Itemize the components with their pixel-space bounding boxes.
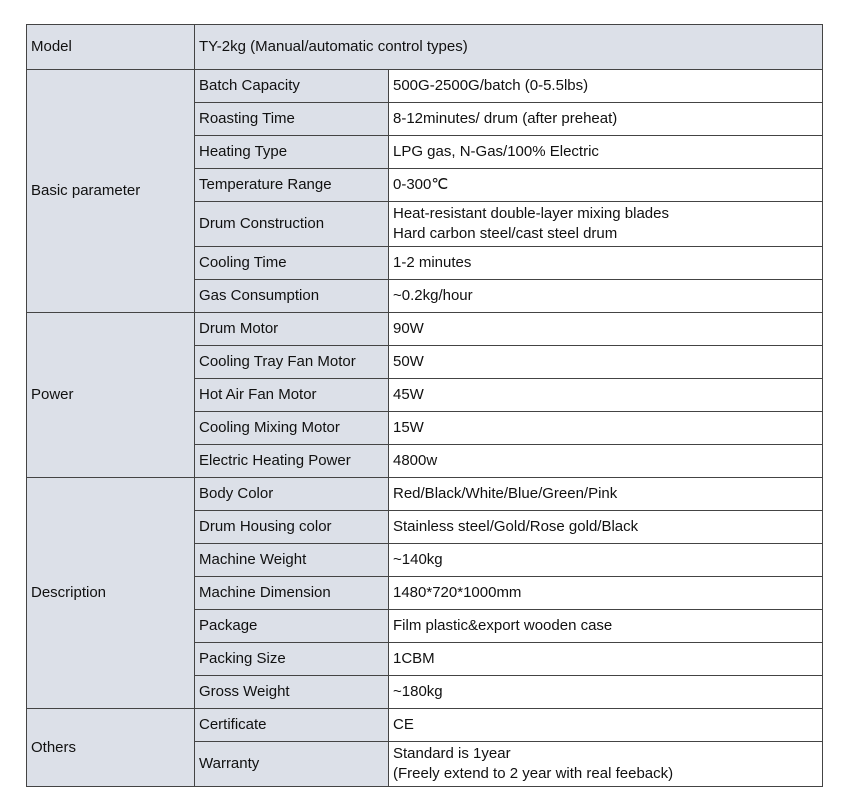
spec-label: Body Color xyxy=(195,478,389,511)
spec-value-line: Stainless steel/Gold/Rose gold/Black xyxy=(393,518,639,535)
spec-value xyxy=(389,511,823,544)
spec-value xyxy=(389,346,823,379)
spec-row-batch-capacity xyxy=(27,70,823,103)
spec-label: Cooling Tray Fan Motor xyxy=(195,346,389,379)
spec-row-body-color xyxy=(27,478,823,511)
spec-value xyxy=(389,379,823,412)
spec-value-line: 50W xyxy=(393,353,424,370)
spec-value-line: 1480*720*1000mm xyxy=(393,584,522,601)
section-power: Power xyxy=(27,313,195,478)
spec-label: Temperature Range xyxy=(195,169,389,202)
section-description: Description xyxy=(27,478,195,709)
spec-label: Gross Weight xyxy=(195,676,389,709)
spec-value-line: 8-12minutes/ drum (after preheat) xyxy=(393,110,618,127)
spec-value xyxy=(389,412,823,445)
spec-row-certificate xyxy=(27,709,823,742)
spec-value-line: 90W xyxy=(393,320,424,337)
spec-label: Batch Capacity xyxy=(195,70,389,103)
spec-value-line: Hard carbon steel/cast steel drum xyxy=(393,225,618,242)
spec-label: Machine Weight xyxy=(195,544,389,577)
spec-value-line: 15W xyxy=(393,419,424,436)
spec-value-line: Red/Black/White/Blue/Green/Pink xyxy=(393,485,618,502)
spec-value-line: CE xyxy=(393,716,414,733)
spec-label: Warranty xyxy=(195,742,389,787)
spec-value-line: ~140kg xyxy=(393,551,443,568)
spec-value-line: 1CBM xyxy=(393,650,435,667)
spec-value-line: ~180kg xyxy=(393,683,443,700)
spec-value xyxy=(389,70,823,103)
spec-value xyxy=(389,445,823,478)
spec-value-line: 500G-2500G/batch (0-5.5lbs) xyxy=(393,77,589,94)
section-others: Others xyxy=(27,709,195,787)
spec-value xyxy=(389,202,823,247)
spec-label: Packing Size xyxy=(195,643,389,676)
spec-value xyxy=(389,676,823,709)
spec-value-line: 4800w xyxy=(393,452,438,469)
spec-label: Package xyxy=(195,610,389,643)
spec-value-line: 0-300℃ xyxy=(393,176,449,193)
spec-table xyxy=(26,24,823,787)
spec-value-line: LPG gas, N-Gas/100% Electric xyxy=(393,143,599,160)
model-value: TY-2kg (Manual/automatic control types) xyxy=(195,25,823,70)
spec-value xyxy=(389,610,823,643)
spec-value xyxy=(389,478,823,511)
spec-label: Certificate xyxy=(195,709,389,742)
spec-value xyxy=(389,280,823,313)
spec-value-line: Standard is 1year xyxy=(393,745,511,762)
spec-label: Electric Heating Power xyxy=(195,445,389,478)
spec-value-line: Film plastic&export wooden case xyxy=(393,617,613,634)
spec-label: Cooling Time xyxy=(195,247,389,280)
spec-value xyxy=(389,544,823,577)
spec-value xyxy=(389,103,823,136)
spec-value xyxy=(389,136,823,169)
spec-value-line: ~0.2kg/hour xyxy=(393,287,473,304)
spec-value-line: (Freely extend to 2 year with real feeback) xyxy=(393,765,674,782)
spec-value xyxy=(389,313,823,346)
section-basic-parameter: Basic parameter xyxy=(27,70,195,313)
spec-value xyxy=(389,709,823,742)
spec-value xyxy=(389,169,823,202)
spec-label: Hot Air Fan Motor xyxy=(195,379,389,412)
spec-value xyxy=(389,742,823,787)
spec-value xyxy=(389,643,823,676)
spec-label: Drum Housing color xyxy=(195,511,389,544)
spec-label: Drum Motor xyxy=(195,313,389,346)
model-label: Model xyxy=(27,25,195,70)
spec-value xyxy=(389,577,823,610)
spec-value xyxy=(389,247,823,280)
spec-label: Gas Consumption xyxy=(195,280,389,313)
spec-value-line: 1-2 minutes xyxy=(393,254,472,271)
spec-value-line: 45W xyxy=(393,386,424,403)
spec-label: Roasting Time xyxy=(195,103,389,136)
spec-label: Heating Type xyxy=(195,136,389,169)
spec-label: Cooling Mixing Motor xyxy=(195,412,389,445)
spec-value-line: Heat-resistant double-layer mixing blades xyxy=(393,205,669,222)
model-row xyxy=(27,25,823,70)
spec-row-drum-motor xyxy=(27,313,823,346)
spec-label: Machine Dimension xyxy=(195,577,389,610)
spec-label: Drum Construction xyxy=(195,202,389,247)
